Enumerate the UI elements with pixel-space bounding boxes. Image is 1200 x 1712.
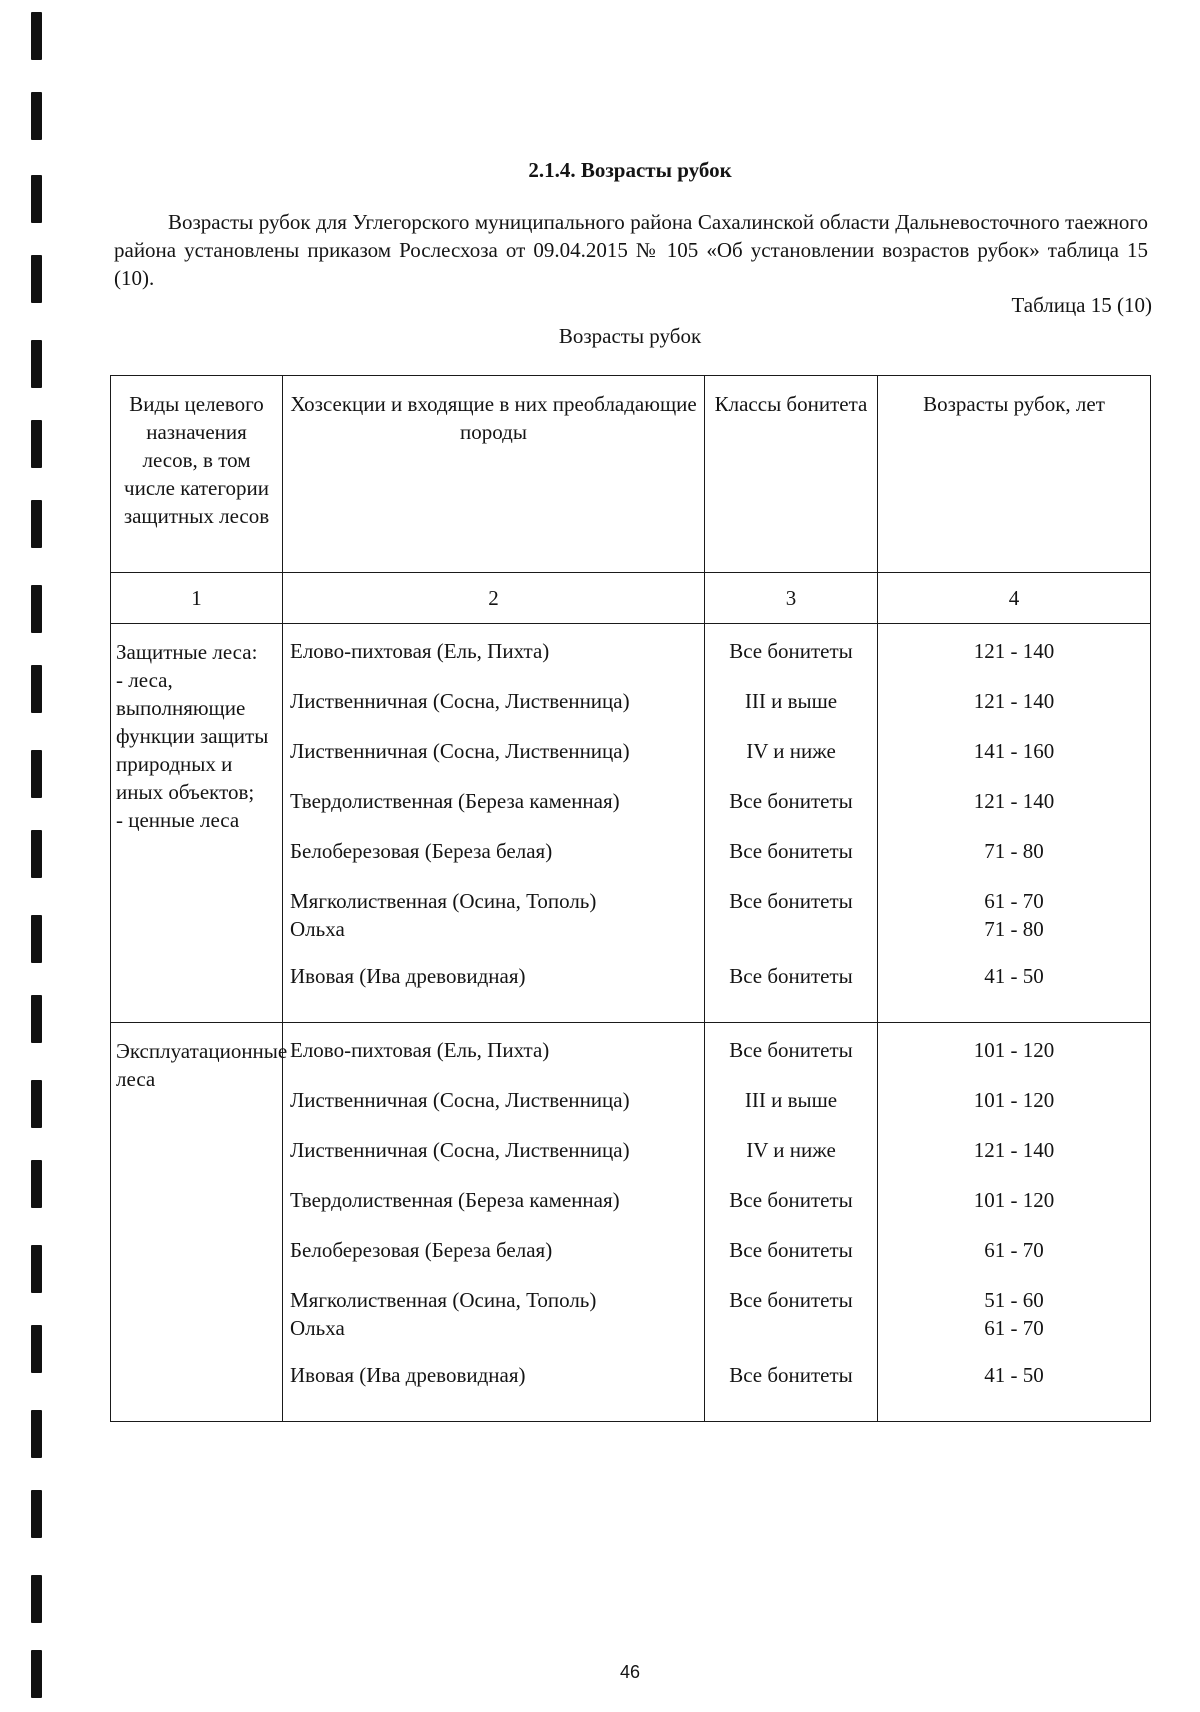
section-name: Лиственничная (Сосна, Лиственница) [290,1088,630,1112]
section-name: Ивовая (Ива древовидная) [290,1363,526,1387]
table-group-row [111,1023,1151,1422]
page-number: 46 [619,1662,641,1682]
column-number: 2 [283,573,705,624]
section-name: Мягколиственная (Осина, Тополь) Ольха [290,889,597,941]
section-name: Твердолиственная (Береза каменная) [290,789,620,813]
bonitet-class: IV и ниже [746,1138,836,1162]
cutting-age: 41 - 50 [984,964,1044,988]
category-cell [111,624,283,1023]
cutting-age: 121 - 140 [973,639,1055,663]
bonitet-class: Все бонитеты [729,639,853,663]
section-name: Елово-пихтовая (Ель, Пихта) [290,639,550,663]
header-cell-purpose: Виды целевого назначения лесов, в том числе категории защитных лесов [111,376,283,573]
bonitet-class: IV и ниже [746,739,836,763]
bonitet-cell [705,624,878,1023]
bonitet-class: Все бонитеты [729,1038,853,1062]
table-header-row [111,376,1151,573]
cutting-age: 61 - 70 [984,1238,1044,1262]
header-cell-age: Возрасты рубок, лет [878,376,1151,573]
cutting-age: 121 - 140 [973,1138,1055,1162]
cutting-age-table [110,375,1151,1422]
age-cell [878,624,1151,1023]
cutting-age: 101 - 120 [973,1188,1055,1212]
age-cell [878,1023,1151,1422]
bonitet-class: Все бонитеты [729,1188,853,1212]
bonitet-class: Все бонитеты [729,1363,853,1387]
header-cell-bonitet: Классы бонитета [705,376,878,573]
cutting-age: 141 - 160 [973,739,1055,763]
table-caption: Возрасты рубок [558,324,702,348]
section-cell [283,624,705,1023]
table-group-row [111,624,1151,1023]
bonitet-class: Все бонитеты [729,789,853,813]
category-cell [111,1023,288,1422]
section-name: Твердолиственная (Береза каменная) [290,1188,620,1212]
category-label: Эксплуатационные леса [116,1039,288,1091]
intro-paragraph [114,208,1148,292]
cutting-age: 51 - 60 61 - 70 [984,1288,1044,1340]
column-number-row [111,573,1151,624]
cutting-age: 101 - 120 [973,1038,1055,1062]
cutting-age: 121 - 140 [973,689,1055,713]
section-name: Ивовая (Ива древовидная) [290,964,526,988]
bonitet-class: III и выше [744,1088,838,1112]
cutting-age: 61 - 70 71 - 80 [984,889,1044,941]
intro-text: Возрасты рубок для Углегорского муниципального района Сахалинской области Дальневосточного таежного района установлены приказом Рослесхоза от 09.04.2015 № 105 «Об установлении возрастов рубок» таблица 15 (10). [114,210,1148,290]
cutting-age: 71 - 80 [984,839,1044,863]
column-number: 3 [705,573,878,624]
column-number: 1 [111,573,283,624]
table-body [111,624,1151,1422]
bonitet-cell [705,1023,878,1422]
section-name: Елово-пихтовая (Ель, Пихта) [290,1038,550,1062]
section-cell [283,1023,705,1422]
cutting-age: 121 - 140 [973,789,1055,813]
column-number: 4 [878,573,1151,624]
cutting-age: 101 - 120 [973,1088,1055,1112]
table-number: Таблица 15 (10) [1011,293,1152,317]
section-heading: 2.1.4. Возрасты рубок [528,158,732,182]
bonitet-class: Все бонитеты [729,1238,853,1262]
section-name: Лиственничная (Сосна, Лиственница) [290,689,630,713]
section-name: Лиственничная (Сосна, Лиственница) [290,739,630,763]
section-name: Белоберезовая (Береза белая) [290,839,553,863]
bonitet-class: III и выше [744,689,838,713]
bonitet-class: Все бонитеты [729,839,853,863]
section-name: Лиственничная (Сосна, Лиственница) [290,1138,630,1162]
bonitet-class: Все бонитеты [729,964,853,988]
cutting-age: 41 - 50 [984,1363,1044,1387]
category-label: Защитные леса: - леса, выполняющие функции защиты природных и иных объектов; - ценные леса [116,640,269,832]
section-name: Мягколиственная (Осина, Тополь) Ольха [290,1288,597,1340]
header-cell-section: Хозсекции и входящие в них преобладающие породы [283,376,705,573]
bonitet-class: Все бонитеты [729,889,853,913]
section-name: Белоберезовая (Береза белая) [290,1238,553,1262]
bonitet-class: Все бонитеты [729,1288,853,1312]
